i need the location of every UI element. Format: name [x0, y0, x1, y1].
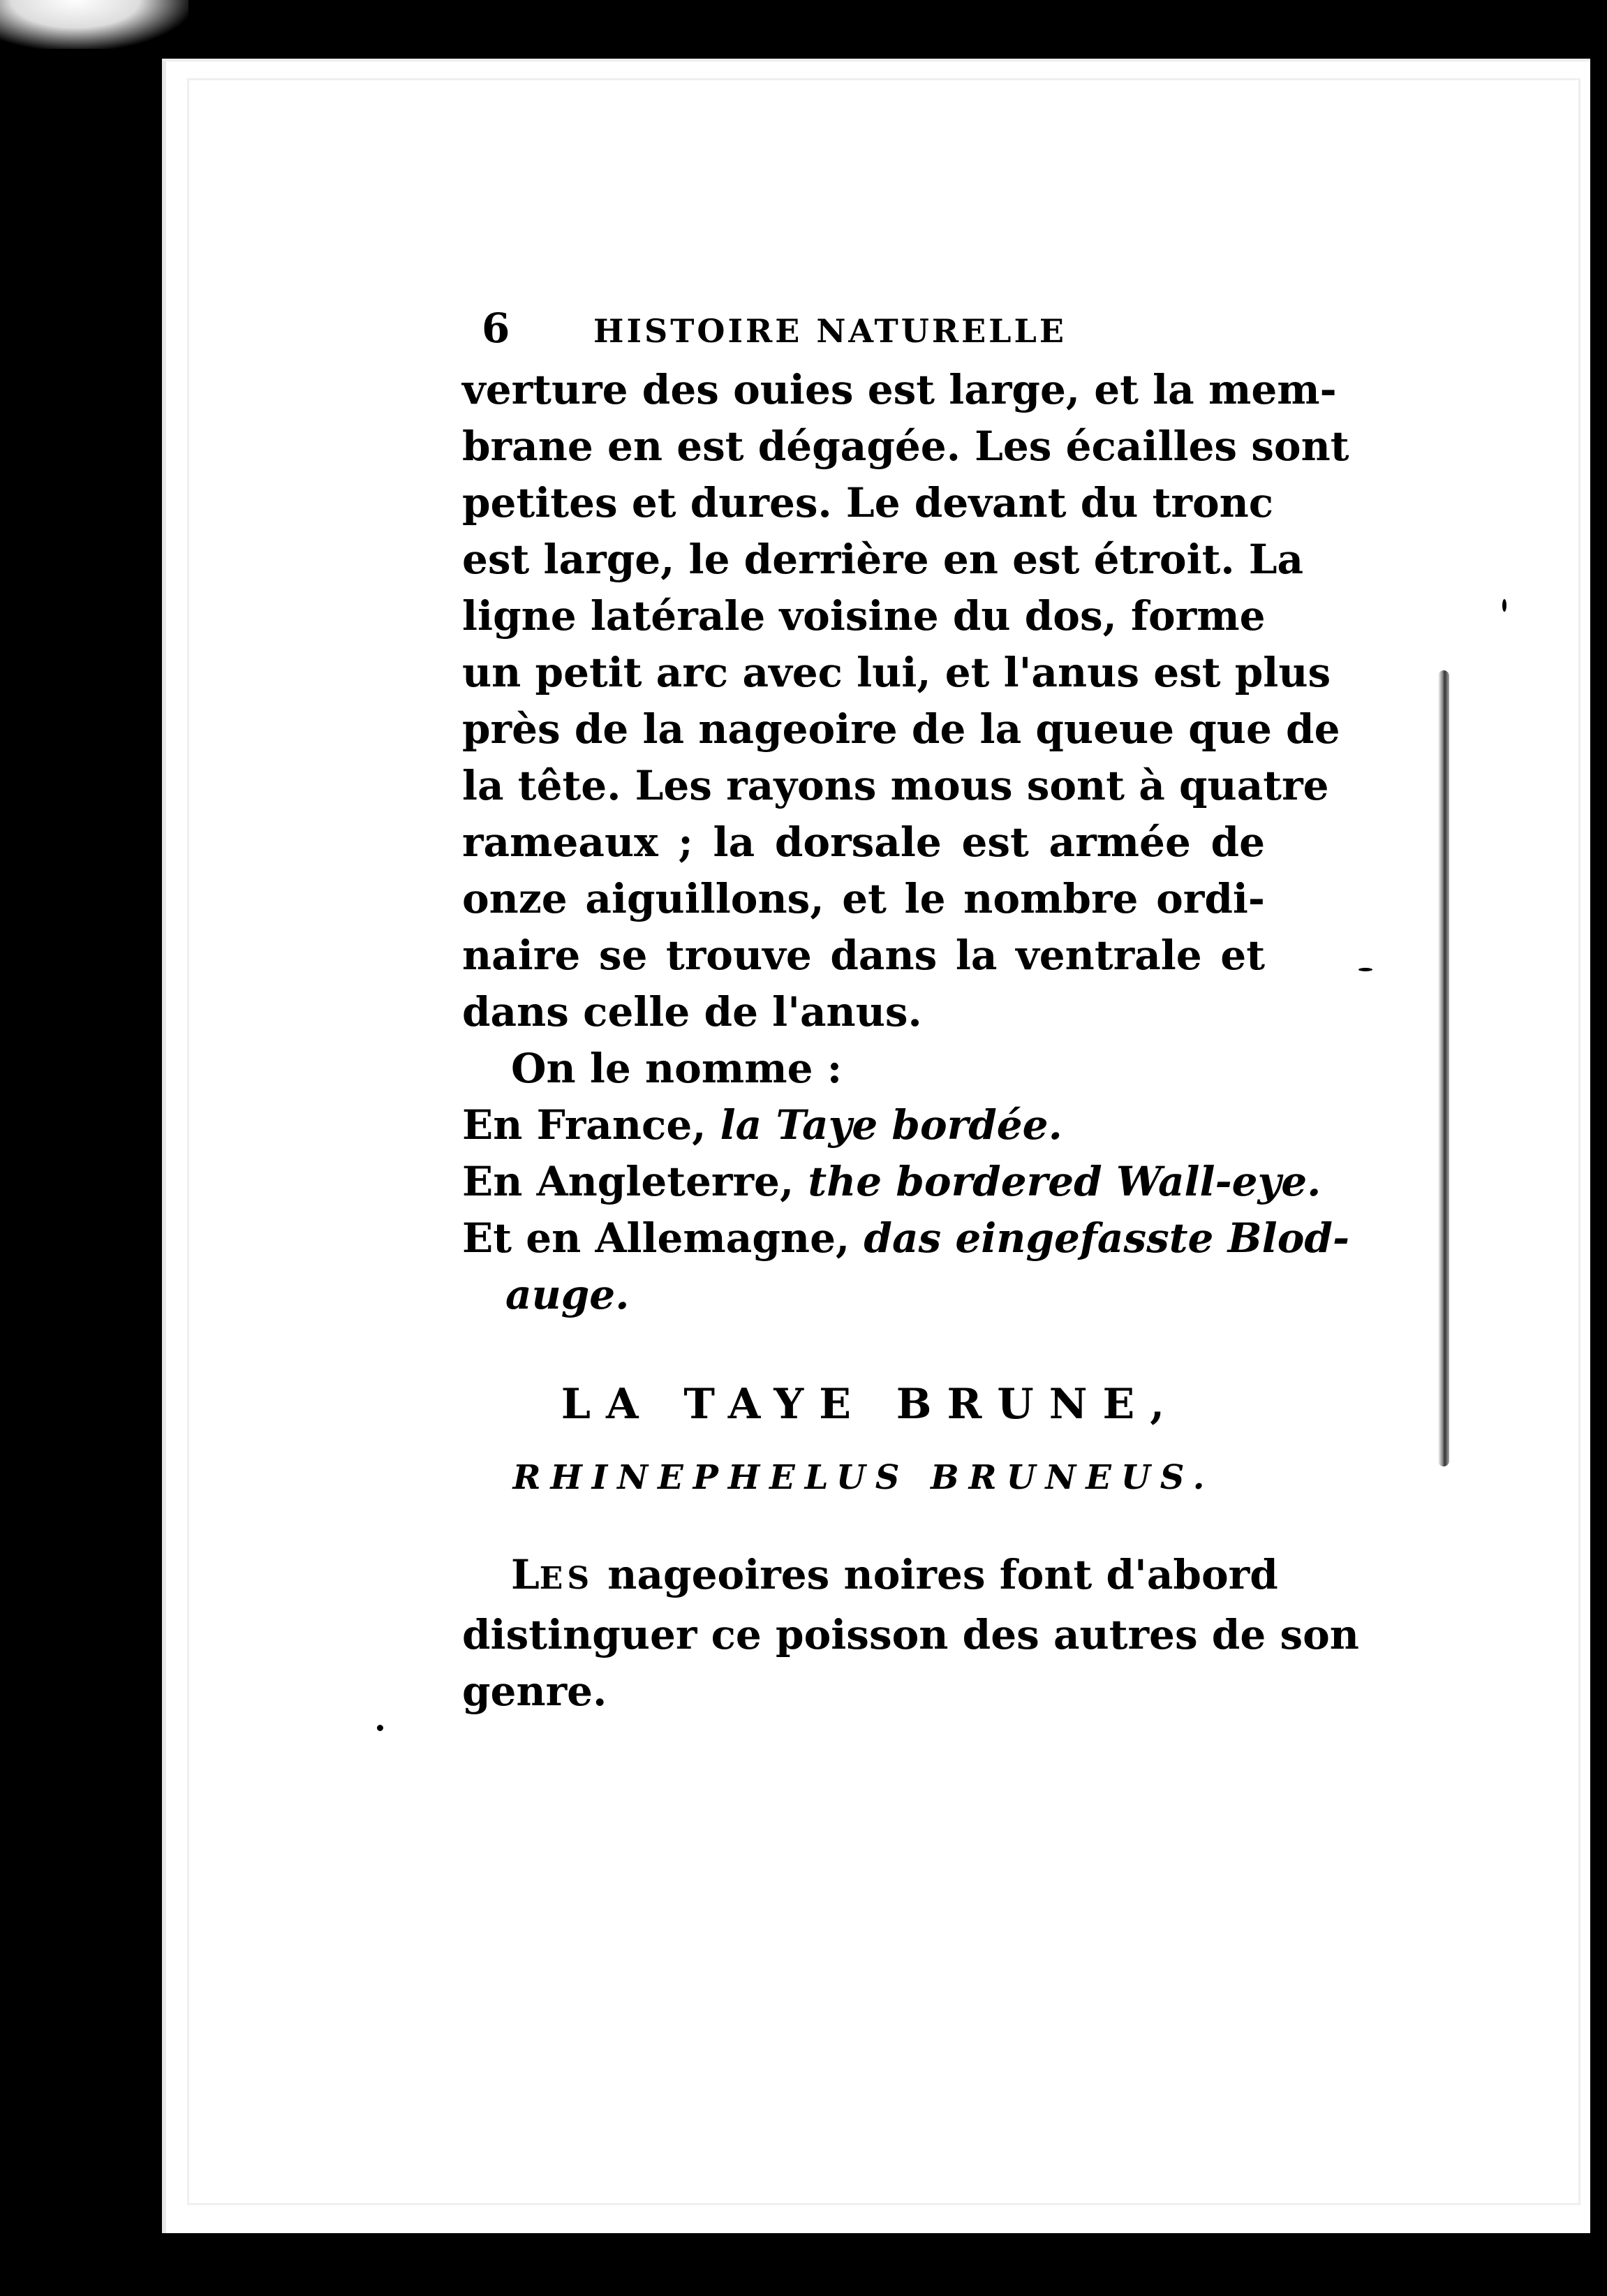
name-england: En Angleterre, the bordered Wall-eye.: [462, 1158, 1321, 1205]
name-england-value: the bordered Wall-eye.: [808, 1158, 1321, 1205]
name-france-value: la Taye bordée.: [720, 1101, 1062, 1149]
text-line: ligne latérale voisine du dos, forme: [462, 592, 1266, 640]
text-line: petites et dures. Le devant du tronc: [462, 479, 1274, 527]
name-france: En France, la Taye bordée.: [462, 1101, 1062, 1149]
text-line: un petit arc avec lui, et l'anus est plus: [462, 649, 1331, 696]
text-line: distinguer ce poisson des autres de son: [462, 1611, 1359, 1658]
initial-letter: L: [511, 1551, 540, 1598]
text-block: [462, 300, 1359, 1720]
paragraph-description: [462, 362, 1349, 1040]
text-line: genre.: [462, 1668, 607, 1715]
name-germany-value: das eingefasste Blod-: [864, 1214, 1350, 1262]
scan-corner-artifact: [0, 0, 188, 49]
species-latin-name: RHINEPHELUS BRUNEUS.: [512, 1458, 1215, 1497]
text-line: verture des ouies est large, et la mem-: [462, 366, 1337, 413]
page-number: 6: [482, 304, 510, 352]
text-line: près de la nageoire de la queue que de: [462, 705, 1340, 753]
paragraph-brune: [462, 1547, 1359, 1720]
page-header: [462, 300, 1265, 358]
text-line: onze aiguillons, et le nombre ordi-: [462, 875, 1265, 922]
ink-speck: [1502, 599, 1506, 612]
text-line: rameaux ; la dorsale est armée de: [462, 818, 1265, 866]
text-line: naire se trouve dans la ventrale et: [462, 932, 1265, 979]
running-head: HISTOIRE NATURELLE: [593, 312, 1067, 350]
text-line: dans celle de l'anus.: [462, 988, 922, 1036]
text-line: est large, le derrière en est étroit. La: [462, 536, 1304, 583]
initial-word-rest: ES: [539, 1561, 594, 1596]
text-line: la tête. Les rayons mous sont à quatre: [462, 762, 1329, 809]
names-intro: On le nomme :: [511, 1045, 843, 1092]
ink-speck: [377, 1725, 383, 1731]
binding-shadow: [1438, 670, 1449, 1466]
text-line: LES nageoires noires font d'abord: [511, 1551, 1278, 1598]
name-germany-continued: auge.: [505, 1271, 630, 1318]
ink-speck: [1358, 968, 1372, 971]
text-line: brane en est dégagée. Les écailles sont: [462, 422, 1349, 470]
species-heading: LA TAYE BRUNE,: [561, 1380, 1180, 1429]
name-germany: Et en Allemagne, das eingefasste Blod-: [462, 1214, 1350, 1262]
vernacular-names: [462, 1040, 1350, 1323]
